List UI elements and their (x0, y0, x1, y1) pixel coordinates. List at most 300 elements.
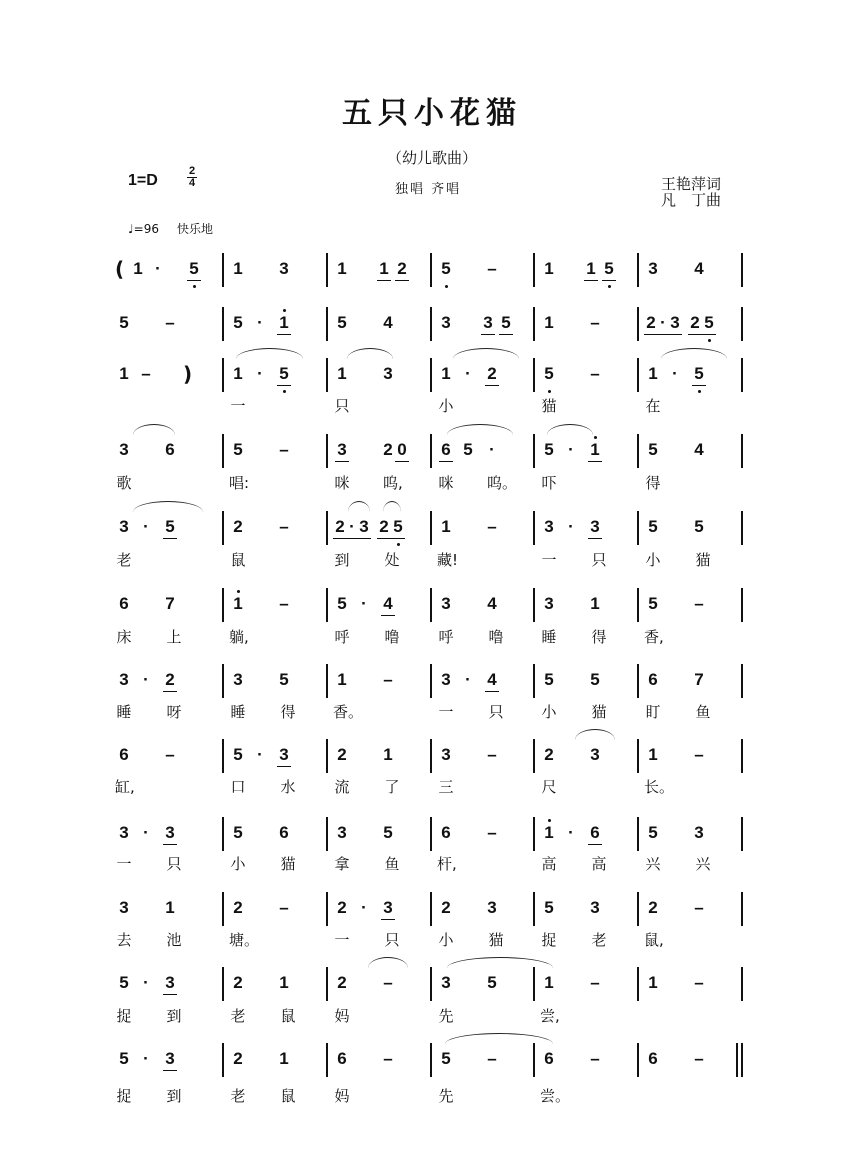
note: 6 (439, 440, 453, 462)
song-title: 五只小花猫 (342, 96, 522, 131)
note: 3 (544, 594, 554, 613)
note: 1 (544, 259, 554, 278)
lyric-syllable: 口 (230, 778, 246, 796)
note: 7 (694, 670, 704, 689)
note: 2 (233, 898, 243, 917)
note: 5 (648, 594, 658, 613)
note: 2 (485, 364, 499, 386)
note: 5 (337, 313, 347, 332)
note: – (694, 973, 704, 992)
barline (533, 817, 535, 851)
lyric-syllable: 一 (116, 855, 132, 873)
note: 1 (441, 364, 451, 383)
note: 1 (377, 259, 391, 281)
note: – (383, 973, 393, 992)
note: 0 (395, 440, 409, 462)
barline (637, 967, 639, 1001)
barline (533, 739, 535, 773)
note: 5 (337, 594, 347, 613)
note: 3 (119, 670, 129, 689)
barline (637, 253, 639, 287)
lyric-syllable: 鼠, (644, 931, 664, 949)
slur (445, 1033, 553, 1044)
score-line (115, 360, 755, 390)
slur (348, 501, 370, 512)
score-line (115, 666, 755, 696)
note: 3 (119, 517, 129, 536)
composer-credit: 凡 丁曲 (661, 191, 722, 209)
lyric-syllable: 鼠 (230, 551, 246, 569)
barline (741, 967, 743, 1001)
note: – (383, 1049, 393, 1068)
note: 6 (588, 823, 602, 845)
note: 2 (383, 440, 393, 459)
lyric-syllable: 得 (645, 474, 661, 492)
note: 1 (133, 259, 143, 278)
slur (368, 957, 408, 968)
lyric-syllable: 噜 (384, 628, 400, 646)
barline (326, 817, 328, 851)
note: · (143, 670, 149, 689)
lyric-syllable: 兴 (645, 855, 661, 873)
lyric-syllable: 到 (166, 1007, 182, 1025)
lyric-syllable: 上 (166, 628, 182, 646)
lyric-syllable: 呜, (383, 474, 403, 492)
note: 3 (163, 973, 177, 995)
lyric-syllable: 藏! (437, 551, 459, 569)
score-line (115, 741, 755, 771)
slur (453, 348, 519, 359)
note: – (383, 670, 393, 689)
lyric-syllable: 在 (645, 397, 661, 415)
lyric-syllable: 猫 (591, 703, 607, 721)
barline (430, 253, 432, 287)
lyric-syllable: 流 (334, 778, 350, 796)
note: 5 (463, 440, 473, 459)
barline (222, 967, 224, 1001)
lyric-syllable: 只 (488, 703, 504, 721)
time-signature-top: 2 (188, 165, 196, 177)
lyric-syllable: 只 (384, 931, 400, 949)
note: – (694, 594, 704, 613)
barline (430, 307, 432, 341)
note: 2 (163, 670, 177, 692)
barline (326, 307, 328, 341)
lyric-syllable: 处 (384, 551, 400, 569)
lyric-syllable: 小 (438, 397, 454, 415)
score-line (115, 969, 755, 999)
note: – (487, 1049, 497, 1068)
lyricist-credit: 王艳萍词 (661, 175, 722, 193)
barline (637, 739, 639, 773)
note: – (694, 1049, 704, 1068)
note: 2 (233, 1049, 243, 1068)
lyric-syllable: 呜。 (487, 474, 518, 492)
slur (447, 424, 513, 435)
lyric-syllable: 歌 (116, 474, 132, 492)
lyric-syllable: 老 (230, 1087, 246, 1105)
note: 3 (335, 440, 349, 462)
note: 3 (487, 898, 497, 917)
note: 3 (119, 823, 129, 842)
performance-mode: 独唱 齐唱 (395, 182, 462, 197)
barline (326, 253, 328, 287)
lyric-syllable: 咪 (334, 474, 350, 492)
lyric-syllable: 老 (116, 551, 132, 569)
note: 2 (337, 745, 347, 764)
lyric-syllable: 睡 (541, 628, 557, 646)
note: 5 (487, 973, 497, 992)
barline (326, 358, 328, 392)
barline (533, 511, 535, 545)
slur (575, 729, 615, 740)
note: 1 (233, 364, 243, 383)
note: 5 (439, 259, 453, 279)
note: 5 (602, 259, 616, 281)
lyric-syllable: 只 (166, 855, 182, 873)
note: 1 (337, 364, 347, 383)
lyric-syllable: 捉 (541, 931, 557, 949)
note: 2 (333, 517, 347, 539)
note: 5 (119, 973, 129, 992)
note: 3 (668, 313, 682, 335)
slur (447, 957, 553, 968)
note: 3 (648, 259, 658, 278)
note: 5 (692, 364, 706, 386)
note: – (279, 517, 289, 536)
barline (430, 588, 432, 622)
lyric-syllable: 猫 (488, 931, 504, 949)
time-signature-bottom: 4 (188, 177, 196, 189)
note: · (143, 973, 149, 992)
lyric-syllable: 兴 (695, 855, 711, 873)
barline (637, 1043, 639, 1077)
barline (533, 664, 535, 698)
note: 3 (588, 517, 602, 539)
note: 4 (381, 594, 395, 616)
barline (222, 511, 224, 545)
lyric-syllable: 猫 (280, 855, 296, 873)
lyric-syllable: 香, (644, 628, 664, 646)
time-signature (187, 166, 197, 189)
note: 3 (441, 594, 451, 613)
note: · (465, 364, 471, 383)
lyric-syllable: 小 (230, 855, 246, 873)
score-line (115, 1045, 755, 1075)
barline (222, 892, 224, 926)
note: 5 (119, 313, 129, 332)
barline (533, 434, 535, 468)
lyric-syllable: 妈 (334, 1087, 350, 1105)
tempo-expression: 快乐地 (176, 222, 213, 236)
note: 5 (648, 440, 658, 459)
barline (326, 588, 328, 622)
lyric-syllable: 高 (541, 855, 557, 873)
note: – (165, 745, 175, 764)
note: 1 (584, 259, 598, 281)
barline (741, 307, 743, 341)
note: 1 (648, 745, 658, 764)
note: 1 (542, 823, 556, 843)
note: 1 (648, 364, 658, 383)
note: · (257, 745, 263, 764)
note: 6 (119, 594, 129, 613)
tempo-value: ♩=96 (128, 222, 159, 236)
note: 3 (163, 823, 177, 845)
lyric-syllable: 一 (230, 397, 246, 415)
lyric-syllable: 呼 (438, 628, 454, 646)
slur (661, 348, 727, 359)
note: 3 (441, 745, 451, 764)
note: 4 (694, 440, 704, 459)
note: 5 (187, 259, 201, 281)
note: – (590, 313, 600, 332)
note: · (257, 364, 263, 383)
note: 1 (337, 259, 347, 278)
note: · (143, 517, 149, 536)
note: 3 (383, 364, 393, 383)
barline (741, 358, 743, 392)
lyric-syllable: 鼠 (280, 1087, 296, 1105)
note: 5 (702, 313, 716, 335)
note: 5 (694, 517, 704, 536)
note: 3 (694, 823, 704, 842)
barline (430, 967, 432, 1001)
lyric-syllable: 只 (334, 397, 350, 415)
lyric-syllable: 呀 (166, 703, 182, 721)
lyric-syllable: 到 (334, 551, 350, 569)
note: 6 (337, 1049, 347, 1068)
note: – (165, 313, 175, 332)
lyric-syllable: 先 (438, 1007, 454, 1025)
note: – (279, 594, 289, 613)
note: 5 (233, 440, 243, 459)
lyric-syllable: 老 (230, 1007, 246, 1025)
note: 3 (544, 517, 554, 536)
note: · (465, 670, 471, 689)
note: 5 (648, 517, 658, 536)
lyric-syllable: 香。 (333, 703, 364, 721)
note: 1 (277, 313, 291, 335)
note: 5 (119, 1049, 129, 1068)
lyric-syllable: 一 (438, 703, 454, 721)
repeat-parenthesis: ( (115, 257, 125, 281)
lyric-syllable: 噜 (488, 628, 504, 646)
score-line (115, 894, 755, 924)
barline (637, 434, 639, 468)
credits (661, 176, 721, 208)
note: 5 (544, 898, 554, 917)
note: 2 (544, 745, 554, 764)
lyric-syllable: 三 (438, 778, 454, 796)
slur (133, 424, 175, 435)
note: 1 (590, 594, 600, 613)
barline (637, 588, 639, 622)
lyric-syllable: 猫 (695, 551, 711, 569)
lyric-syllable: 尝, (540, 1007, 560, 1025)
note: · (656, 313, 670, 335)
barline (222, 739, 224, 773)
lyric-syllable: 杆, (437, 855, 457, 873)
barline (533, 967, 535, 1001)
barline (741, 739, 743, 773)
barline (326, 967, 328, 1001)
score-line (115, 255, 755, 285)
lyric-syllable: 到 (166, 1087, 182, 1105)
note: – (487, 745, 497, 764)
note: – (279, 440, 289, 459)
note: 2 (377, 517, 391, 539)
barline (637, 307, 639, 341)
note: 5 (233, 313, 243, 332)
lyric-syllable: 小 (438, 931, 454, 949)
note: 3 (441, 973, 451, 992)
note: 2 (648, 898, 658, 917)
lyric-syllable: 一 (541, 551, 557, 569)
lyric-syllable: 池 (166, 931, 182, 949)
note: 3 (441, 670, 451, 689)
note: 1 (165, 898, 175, 917)
note: 1 (648, 973, 658, 992)
lyric-syllable: 唱: (229, 474, 250, 492)
final-barline (741, 1043, 743, 1077)
lyric-syllable: 水 (280, 778, 296, 796)
note: 1 (233, 259, 243, 278)
lyric-syllable: 躺, (229, 628, 249, 646)
note: 2 (441, 898, 451, 917)
barline (533, 588, 535, 622)
barline (741, 588, 743, 622)
lyric-syllable: 拿 (334, 855, 350, 873)
lyric-syllable: 捉 (116, 1007, 132, 1025)
note: · (143, 1049, 149, 1068)
note: 4 (487, 594, 497, 613)
note: 5 (383, 823, 393, 842)
note: 3 (357, 517, 371, 539)
note: 4 (694, 259, 704, 278)
key-signature: 1=D (128, 172, 158, 189)
note: 2 (395, 259, 409, 281)
barline (637, 511, 639, 545)
note: 5 (279, 670, 289, 689)
barline (326, 1043, 328, 1077)
note: 6 (648, 670, 658, 689)
barline (533, 1043, 535, 1077)
lyric-syllable: 呼 (334, 628, 350, 646)
barline (326, 511, 328, 545)
repeat-parenthesis: ) (183, 362, 193, 386)
tempo-marking (128, 220, 213, 237)
note: 1 (441, 517, 451, 536)
lyric-syllable: 鱼 (384, 855, 400, 873)
note: 5 (544, 440, 554, 459)
note: · (489, 440, 495, 459)
lyric-syllable: 先 (438, 1087, 454, 1105)
note: 5 (648, 823, 658, 842)
note: · (143, 823, 149, 842)
barline (430, 739, 432, 773)
barline (741, 511, 743, 545)
note: 1 (119, 364, 129, 383)
note: 3 (441, 313, 451, 332)
lyric-syllable: 床 (116, 628, 132, 646)
note: – (590, 973, 600, 992)
note: · (568, 517, 574, 536)
barline (430, 892, 432, 926)
lyric-syllable: 小 (645, 551, 661, 569)
barline (533, 892, 535, 926)
note: 1 (337, 670, 347, 689)
lyric-syllable: 塘。 (229, 931, 260, 949)
note: 6 (441, 823, 451, 842)
barline (326, 434, 328, 468)
note: 3 (119, 440, 129, 459)
note: 2 (644, 313, 658, 335)
note: 3 (279, 259, 289, 278)
note: – (279, 898, 289, 917)
barline (533, 358, 535, 392)
lyric-syllable: 吓 (541, 474, 557, 492)
lyric-syllable: 高 (591, 855, 607, 873)
barline (326, 664, 328, 698)
barline (741, 434, 743, 468)
barline (741, 892, 743, 926)
lyric-syllable: 鼠 (280, 1007, 296, 1025)
score-line (115, 436, 755, 466)
barline (637, 892, 639, 926)
barline (430, 817, 432, 851)
note: 2 (233, 973, 243, 992)
slur (347, 348, 393, 359)
slur (133, 501, 203, 512)
barline (430, 434, 432, 468)
lyric-syllable: 小 (541, 703, 557, 721)
barline (430, 358, 432, 392)
note: – (694, 898, 704, 917)
note: 1 (279, 973, 289, 992)
note: 1 (231, 594, 245, 614)
note: 3 (277, 745, 291, 767)
note: 3 (381, 898, 395, 920)
note: – (694, 745, 704, 764)
lyric-syllable: 鱼 (695, 703, 711, 721)
note: 5 (391, 517, 405, 539)
note: – (487, 517, 497, 536)
score-line (115, 590, 755, 620)
lyric-syllable: 得 (280, 703, 296, 721)
note: · (155, 259, 161, 278)
note: · (257, 313, 263, 332)
note: 2 (688, 313, 702, 335)
note: – (487, 259, 497, 278)
lyric-syllable: 捉 (116, 1087, 132, 1105)
lyric-syllable: 盯 (645, 703, 661, 721)
barline (222, 817, 224, 851)
note: · (672, 364, 678, 383)
barline (326, 739, 328, 773)
note: 5 (233, 745, 243, 764)
note: 3 (590, 898, 600, 917)
lyric-syllable: 一 (334, 931, 350, 949)
note: 3 (233, 670, 243, 689)
note: 3 (590, 745, 600, 764)
lyric-syllable: 咪 (438, 474, 454, 492)
lyric-syllable: 了 (384, 778, 400, 796)
lyric-syllable: 只 (591, 551, 607, 569)
barline (222, 434, 224, 468)
score-line (115, 819, 755, 849)
barline (741, 817, 743, 851)
